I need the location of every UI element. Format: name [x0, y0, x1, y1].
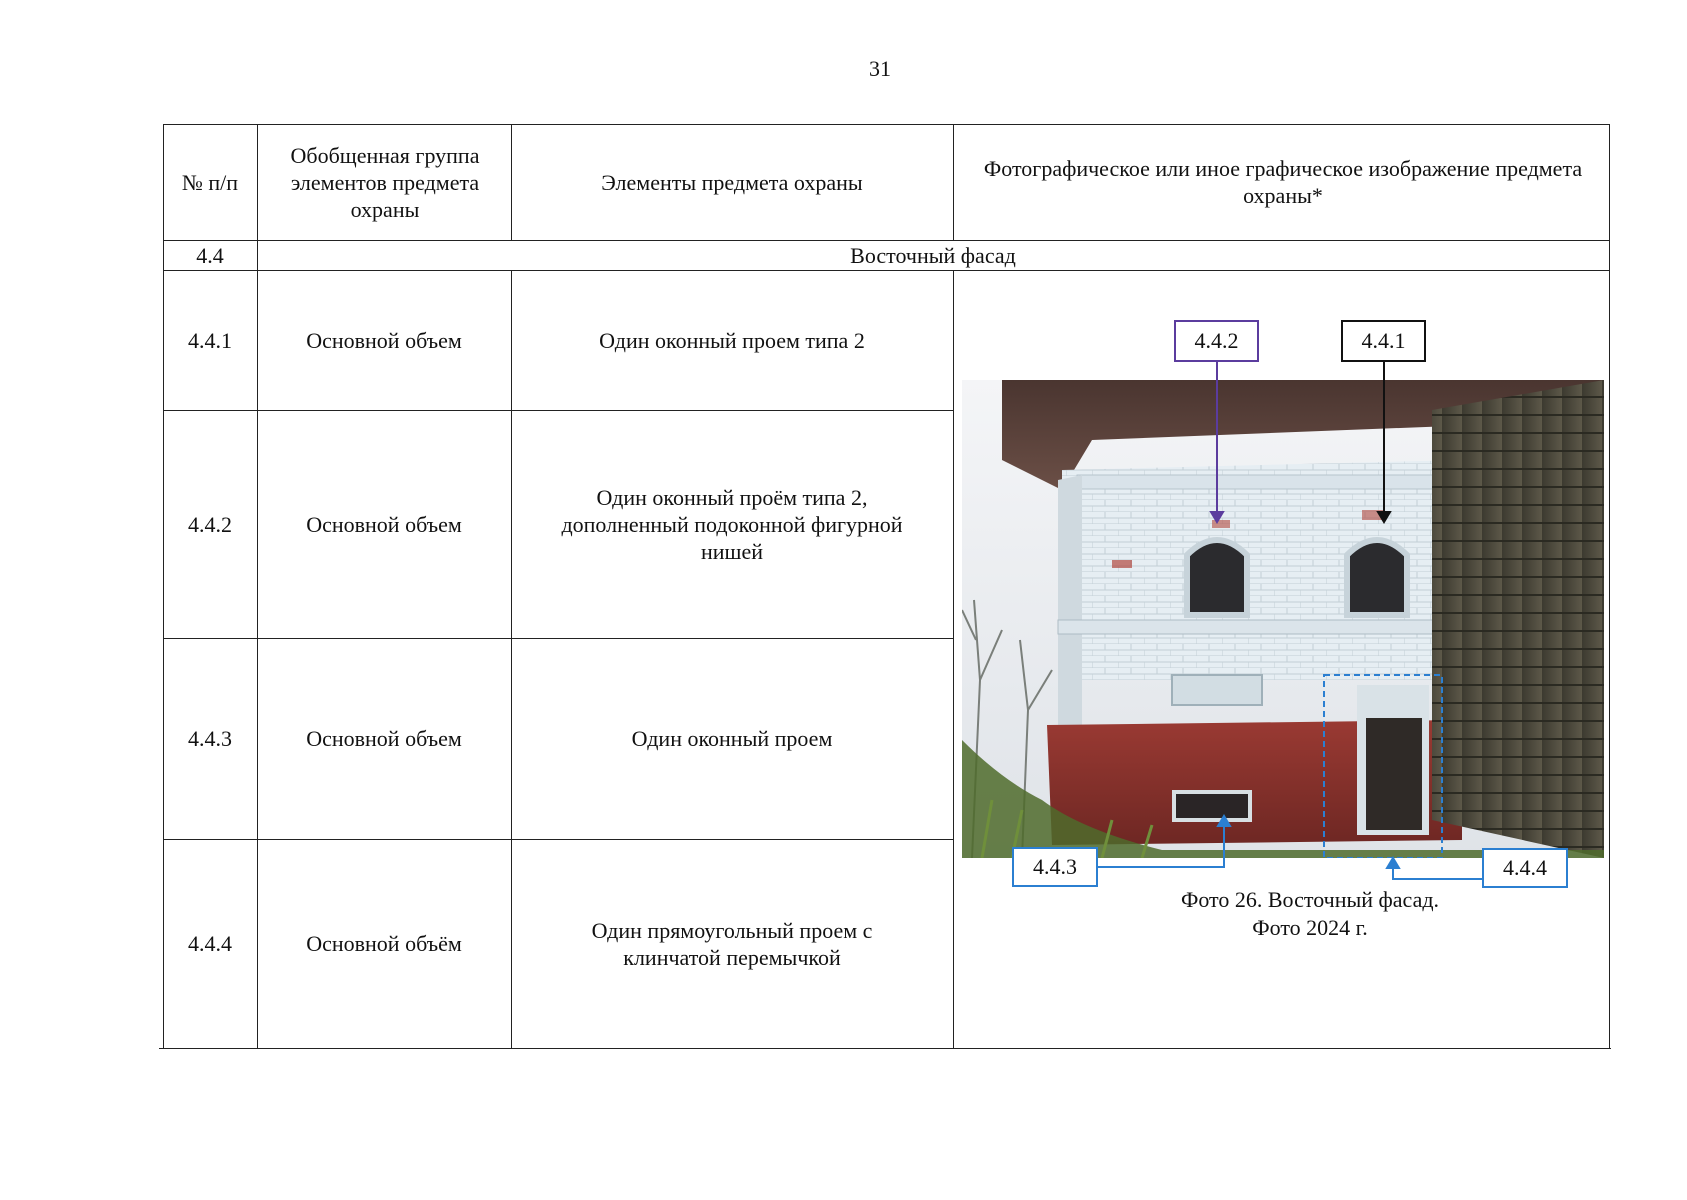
row-group: Основной объём: [306, 931, 462, 956]
section-number: 4.4: [196, 242, 224, 268]
header-number: № п/п: [181, 169, 239, 195]
photo-caption-line1: Фото 26. Восточный фасад.: [1180, 887, 1440, 912]
row-element: Один прямоугольный проем с клинчатой перемычкой: [591, 917, 873, 970]
callout-4-4-1: 4.4.1: [1341, 320, 1426, 362]
callout-line-4-4-4: [1387, 858, 1482, 879]
header-group: Обобщенная группа элементов предмета охраны: [290, 142, 480, 222]
row-number: 4.4.4: [188, 931, 232, 956]
row-group: Основной объем: [306, 726, 462, 751]
row-group: Основной объем: [306, 327, 462, 353]
row-number: 4.4.3: [188, 726, 232, 751]
row-number: 4.4.1: [188, 327, 232, 353]
row-number: 4.4.2: [188, 511, 232, 537]
callout-line-4-4-2: [1211, 361, 1223, 522]
page-number: 31: [869, 56, 891, 81]
row-element: Один оконный проем типа 2: [599, 327, 865, 353]
callout-4-4-4: 4.4.4: [1482, 848, 1568, 888]
row-element: Один оконный проём типа 2, дополненный подоконной фигурной нишей: [561, 484, 903, 564]
row-group: Основной объем: [306, 511, 462, 537]
callout-line-4-4-1: [1378, 361, 1390, 522]
callout-4-4-3: 4.4.3: [1012, 847, 1098, 887]
header-photo: Фотографическое или иное графическое изображение предмета охраны*: [983, 156, 1583, 208]
callout-line-4-4-3: [1098, 816, 1230, 867]
row-element: Один оконный проем: [631, 726, 833, 751]
section-title: Восточный фасад: [850, 242, 1016, 268]
photo-caption-line2: Фото 2024 г.: [1252, 915, 1368, 940]
callout-4-4-2: 4.4.2: [1174, 320, 1259, 362]
header-elements: Элементы предмета охраны: [601, 169, 863, 195]
